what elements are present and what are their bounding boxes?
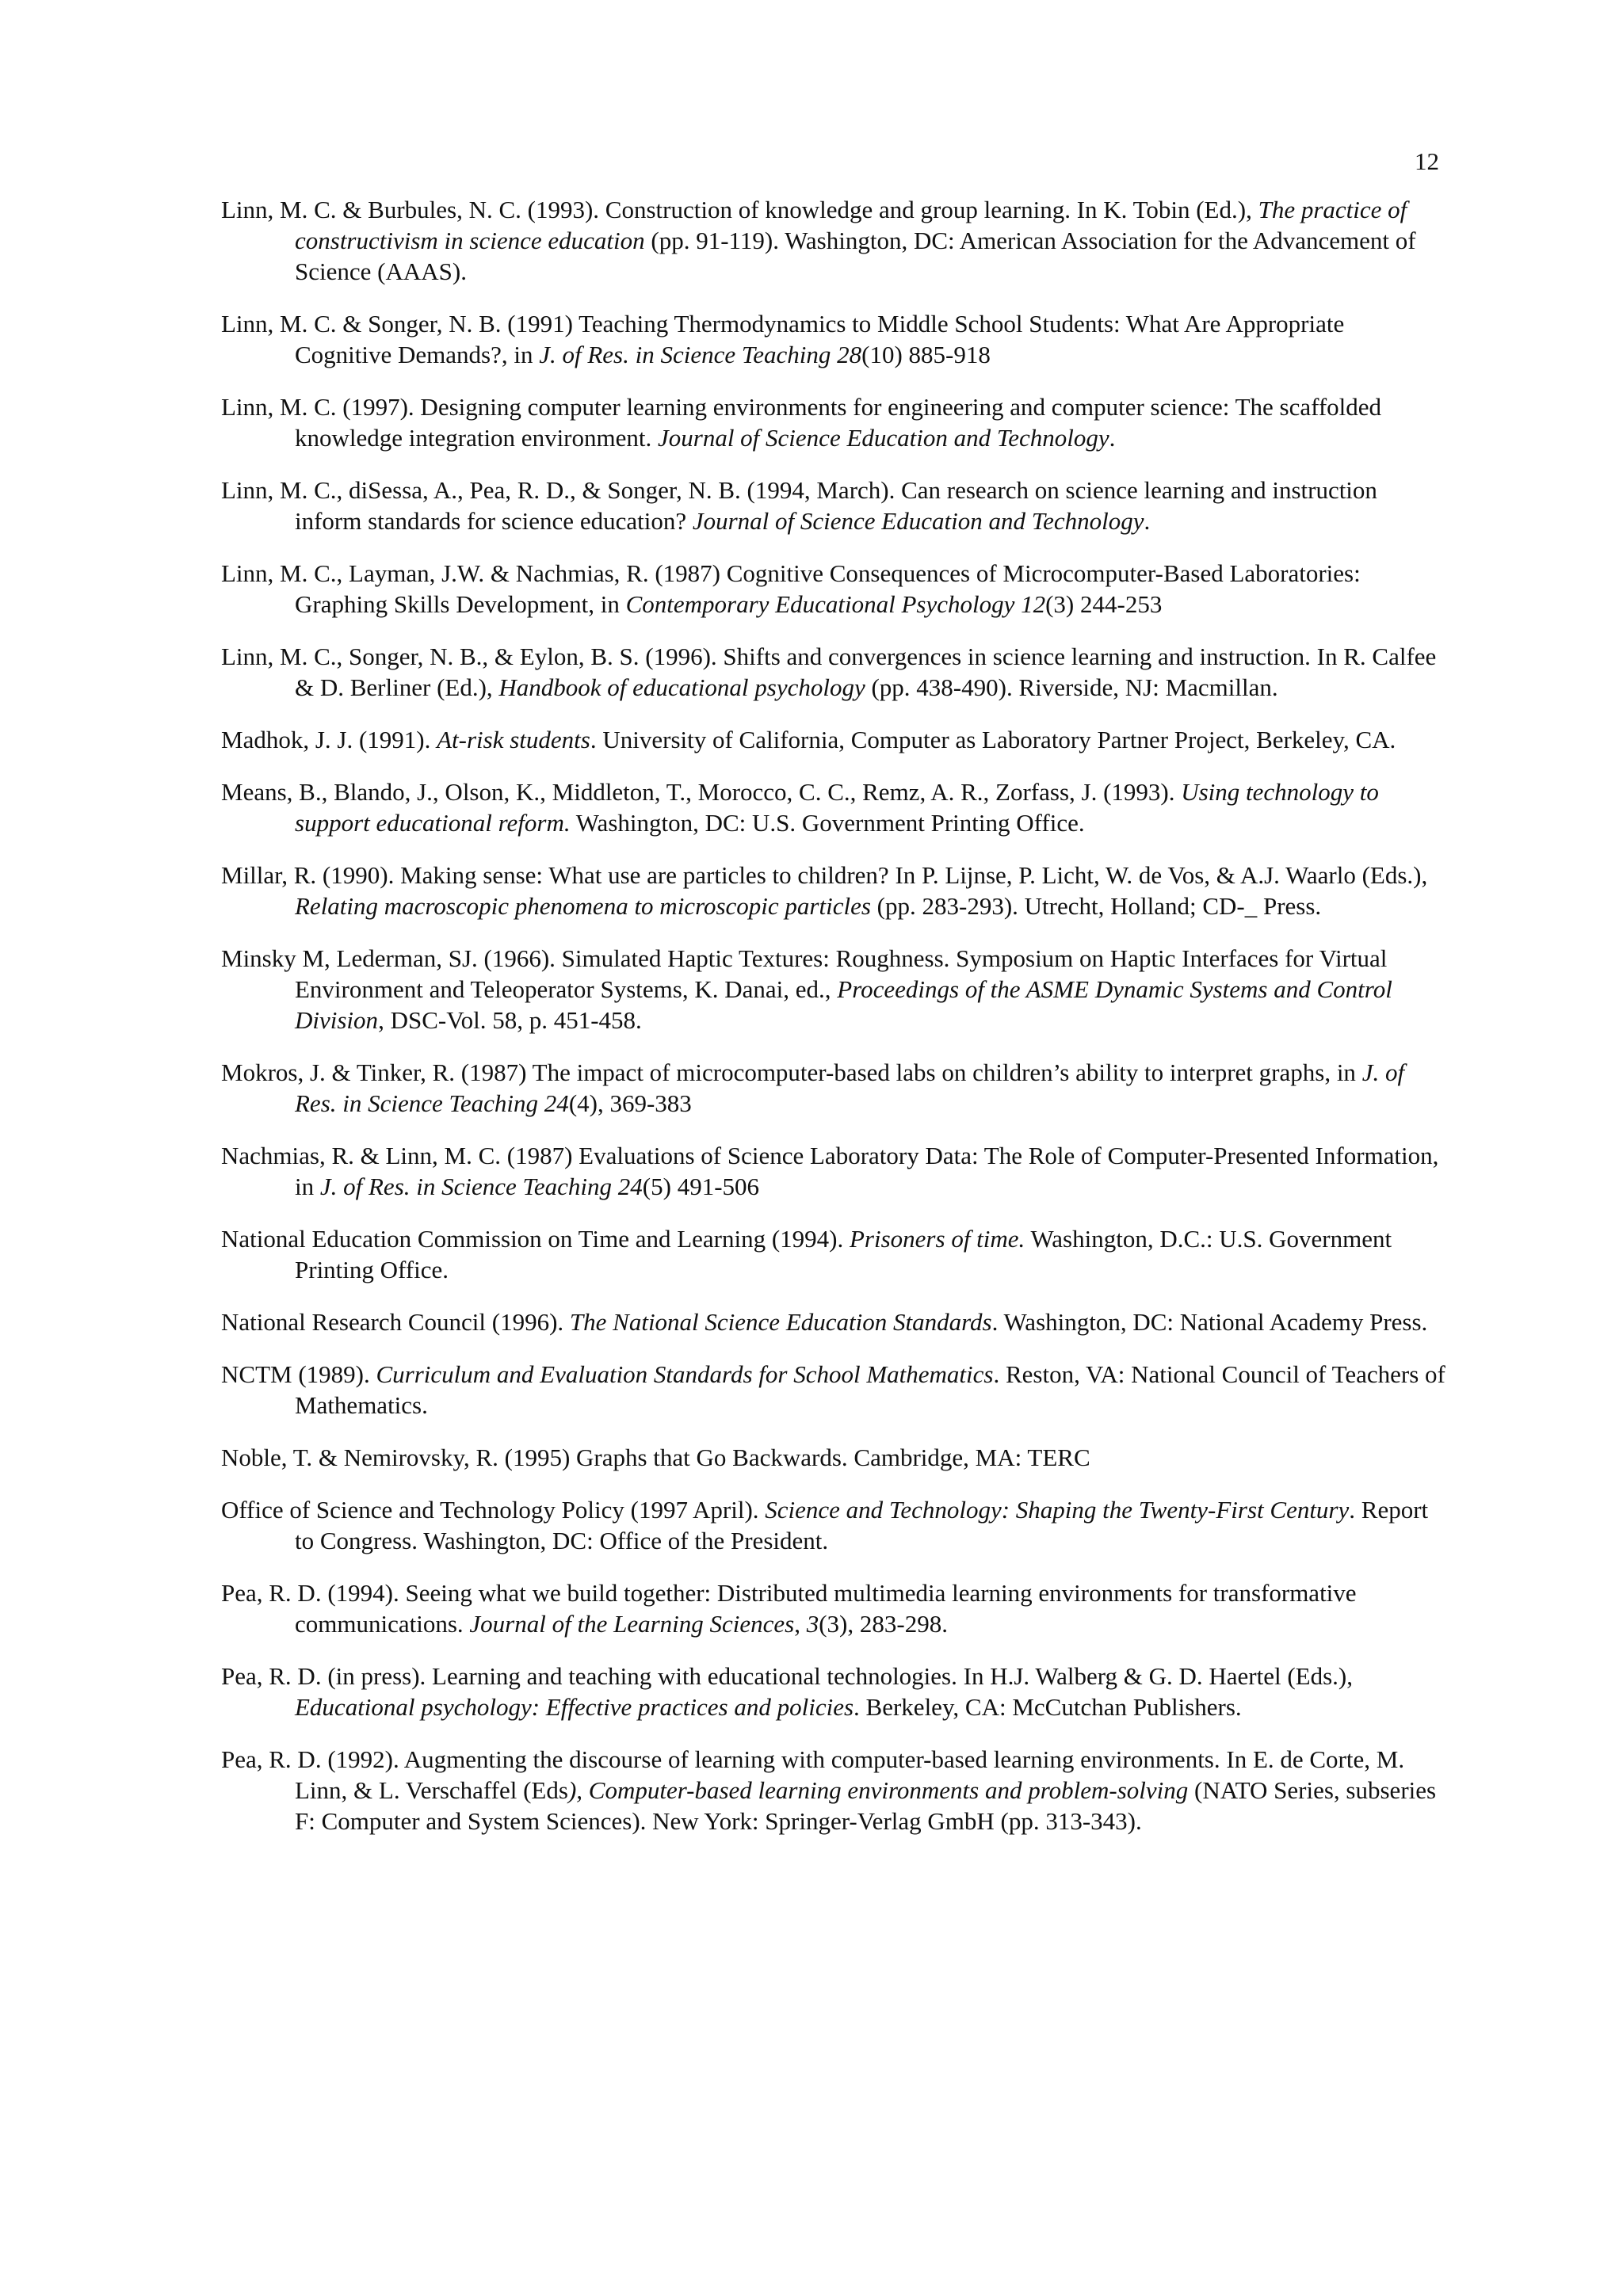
reference-text: Noble, T. & Nemirovsky, R. (1995) Graphs that Go Backwards. Cambridge, MA: TERC (221, 1444, 1090, 1471)
reference-italic-text: Science and Technology: Shaping the Twenty-First Century (765, 1496, 1350, 1524)
reference-italic-text: Using technology to support educational reform. (295, 778, 1379, 837)
reference-italic-text: J. of Res. in Science Teaching 24 (319, 1173, 643, 1200)
reference-entry (221, 641, 1445, 703)
reference-entry (221, 943, 1445, 1035)
reference-italic-text: Journal of Science Education and Technology (692, 507, 1144, 535)
page-number: 12 (1415, 147, 1439, 175)
reference-text: National Research Council (1996). (221, 1308, 570, 1336)
reference-entry (221, 1744, 1445, 1836)
reference-entry (221, 391, 1445, 453)
reference-entry (221, 1442, 1445, 1473)
reference-entry (221, 308, 1445, 370)
reference-text: Linn, M. C. (1997). Designing computer learning environments for engineering and computer science: The scaffolded knowledge integration environment. (221, 393, 1382, 452)
reference-text: (pp. 438-490). Riverside, NJ: Macmillan. (865, 673, 1278, 701)
reference-text: Nachmias, R. & Linn, M. C. (1987) Evaluations of Science Laboratory Data: The Role of Computer-Presented Information, in (221, 1142, 1439, 1200)
reference-text: . University of California, Computer as Laboratory Partner Project, Berkeley, CA. (590, 726, 1396, 753)
reference-text: Washington, D.C.: U.S. Government Printing Office. (295, 1225, 1392, 1283)
reference-text: . Washington, DC: National Academy Press. (991, 1308, 1428, 1336)
reference-list (221, 194, 1445, 1858)
reference-entry (221, 1661, 1445, 1722)
reference-text: Millar, R. (1990). Making sense: What use are particles to children? In P. Lijnse, P. Licht, W. de Vos, & A.J. Waarlo (Eds.), (221, 861, 1428, 889)
reference-text: . (1109, 424, 1116, 452)
reference-entry (221, 475, 1445, 536)
reference-text: Pea, R. D. (in press). Learning and teaching with educational technologies. In H.J. Walberg & G. D. Haertel (Eds.), (221, 1662, 1353, 1690)
reference-entry (221, 1223, 1445, 1285)
reference-entry (221, 1140, 1445, 1202)
reference-entry (221, 1057, 1445, 1119)
reference-text: . Report to Congress. Washington, DC: Office of the President. (295, 1496, 1429, 1554)
reference-italic-text: Handbook of educational psychology (498, 673, 865, 701)
reference-entry (221, 860, 1445, 921)
reference-text: Means, B., Blando, J., Olson, K., Middleton, T., Morocco, C. C., Remz, A. R., Zorfass, J. (1993). (221, 778, 1182, 806)
reference-text: . Reston, VA: National Council of Teachers of Mathematics. (295, 1360, 1445, 1419)
reference-italic-text: Journal of Science Education and Technology (658, 424, 1109, 452)
reference-entry (221, 1577, 1445, 1639)
reference-text: National Education Commission on Time and Learning (1994). (221, 1225, 850, 1253)
reference-italic-text: The National Science Education Standards (569, 1308, 992, 1336)
reference-text: (pp. 283-293). Utrecht, Holland; CD-_ Press. (870, 892, 1322, 920)
reference-text: (5) 491-506 (642, 1173, 760, 1200)
reference-text: Madhok, J. J. (1991). (221, 726, 437, 753)
reference-text: Linn, M. C. & Burbules, N. C. (1993). Construction of knowledge and group learning. In K. Tobin (Ed.), (221, 196, 1258, 223)
reference-entry (221, 776, 1445, 838)
reference-italic-text: J. of Res. in Science Teaching 24 (295, 1058, 1405, 1117)
reference-entry (221, 1359, 1445, 1421)
reference-entry (221, 724, 1445, 755)
reference-italic-text: J. of Res. in Science Teaching 28 (539, 341, 862, 368)
reference-text: Linn, M. C., Layman, J.W. & Nachmias, R. (1987) Cognitive Consequences of Microcomputer-Based Laboratories: Graphing Skills Development, in (221, 559, 1361, 618)
reference-text: (4), 369-383 (568, 1089, 692, 1117)
reference-text: , DSC-Vol. 58, p. 451-458. (378, 1006, 642, 1034)
reference-italic-text: At-risk students (437, 726, 590, 753)
reference-italic-text: The practice of constructivism in science education (295, 196, 1407, 254)
reference-text: Minsky M, Lederman, SJ. (1966). Simulated Haptic Textures: Roughness. Symposium on Haptic Interfaces for Virtual Environment and Teleoperator Systems, K. Danai, ed., (221, 944, 1388, 1003)
reference-text: (3) 244-253 (1045, 590, 1163, 618)
reference-text: Pea, R. D. (1992). Augmenting the discourse of learning with computer-based learning environments. In E. de Corte, M. Linn, & L. Verschaffel (Eds (221, 1745, 1405, 1804)
reference-text: Linn, M. C., diSessa, A., Pea, R. D., & Songer, N. B. (1994, March). Can research on science learning and instruction inform standards for science education? (221, 476, 1377, 535)
reference-text: Office of Science and Technology Policy (1997 April). (221, 1496, 766, 1524)
reference-text: Washington, DC: U.S. Government Printing Office. (570, 809, 1085, 837)
reference-entry (221, 194, 1445, 287)
reference-text: NCTM (1989). (221, 1360, 376, 1388)
reference-italic-text: Contemporary Educational Psychology 12 (625, 590, 1046, 618)
reference-entry (221, 558, 1445, 620)
reference-text: Linn, M. C. & Songer, N. B. (1991) Teaching Thermodynamics to Middle School Students: What Are Appropriate Cognitive Demands?, in (221, 310, 1345, 368)
reference-text: (pp. 91-119). Washington, DC: American Association for the Advancement of Science (AAAS). (295, 227, 1416, 285)
reference-italic-text: 3 (806, 1610, 819, 1638)
reference-italic-text: Relating macroscopic phenomena to microscopic particles (295, 892, 871, 920)
reference-text: (3), 283-298. (819, 1610, 948, 1638)
reference-italic-text: Curriculum and Evaluation Standards for School Mathematics (376, 1360, 994, 1388)
reference-italic-text: Journal of the Learning Sciences (469, 1610, 795, 1638)
reference-text: , (794, 1610, 807, 1638)
reference-italic-text: ), Computer-based learning environments and problem-solving (567, 1776, 1194, 1804)
reference-text: (NATO Series, subseries F: Computer and System Sciences). New York: Springer-Verlag GmbH (pp. 313-343). (295, 1776, 1437, 1835)
reference-italic-text: Prisoners of time. (850, 1225, 1025, 1253)
reference-entry (221, 1494, 1445, 1556)
reference-text: . (1144, 507, 1151, 535)
reference-text: . Berkeley, CA: McCutchan Publishers. (854, 1693, 1242, 1721)
reference-text: Mokros, J. & Tinker, R. (1987) The impact of microcomputer-based labs on children’s ability to interpret graphs, in (221, 1058, 1362, 1086)
reference-italic-text: Proceedings of the ASME Dynamic Systems and Control Division (295, 975, 1392, 1034)
reference-text: Linn, M. C., Songer, N. B., & Eylon, B. S. (1996). Shifts and convergences in science learning and instruction. In R. Calfee & D. Berliner (Ed.), (221, 643, 1437, 701)
reference-entry (221, 1306, 1445, 1337)
reference-italic-text: Educational psychology: Effective practices and policies (295, 1693, 854, 1721)
reference-text: (10) 885-918 (861, 341, 991, 368)
reference-text: Pea, R. D. (1994). Seeing what we build together: Distributed multimedia learning environments for transformative communications. (221, 1579, 1357, 1638)
